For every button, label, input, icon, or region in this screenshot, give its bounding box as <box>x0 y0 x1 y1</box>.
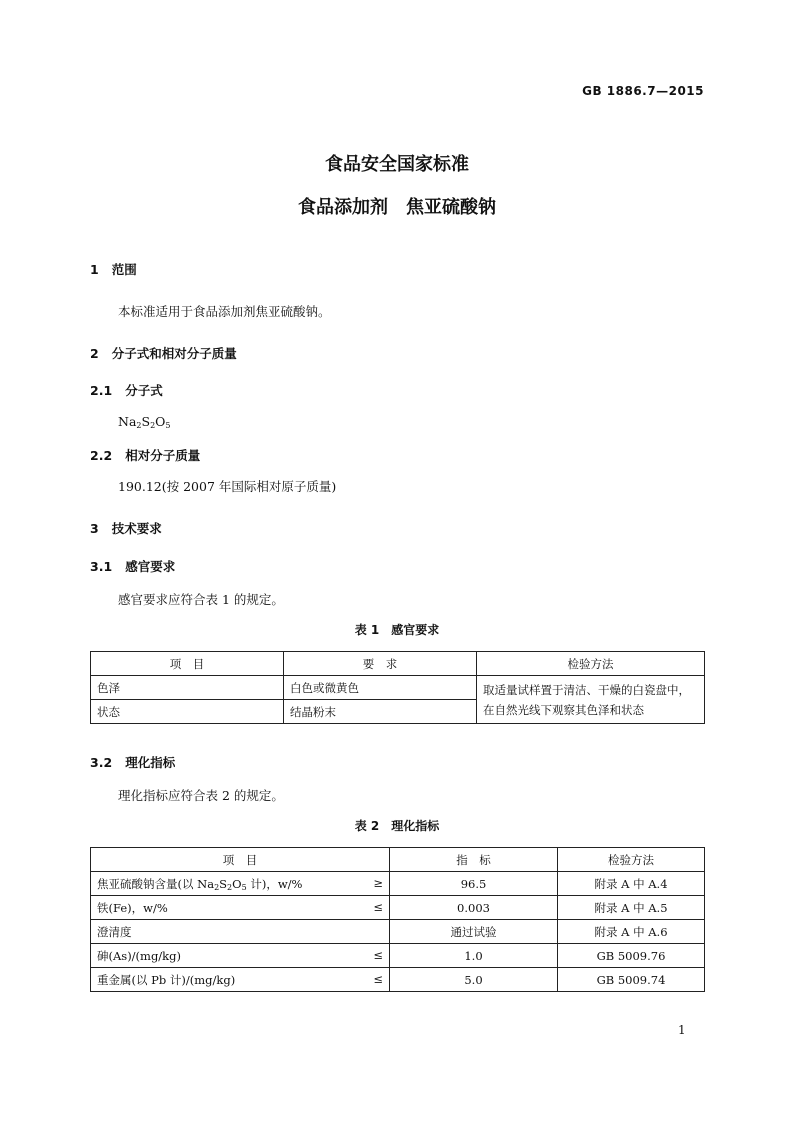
doc-subtitle: 食品添加剂 焦亚硫酸钠 <box>298 197 496 218</box>
table-cell: 澄清度 <box>91 920 390 944</box>
table-row <box>91 676 705 700</box>
table-header: 指 标 <box>390 848 558 872</box>
comparison-symbol: ≤ <box>373 947 383 962</box>
comparison-symbol: ≤ <box>373 971 383 986</box>
table-cell: 白色或微黄色 <box>284 676 477 700</box>
table-cell: 1.0 <box>390 944 558 968</box>
doc-title: 食品安全国家标准 <box>325 154 469 175</box>
section-3-2-text: 理化指标应符合表 2 的规定。 <box>118 788 284 803</box>
section-num: 3.2 <box>90 755 113 770</box>
table-row <box>91 872 705 896</box>
section-num: 2.2 <box>90 448 113 463</box>
section-title: 分子式和相对分子质量 <box>111 346 237 361</box>
table-cell: 附录 A 中 A.4 <box>558 872 705 896</box>
table-cell: 重金属(以 Pb 计)/(mg/kg) ≤ <box>91 968 390 992</box>
table-2 <box>90 847 705 992</box>
table-2-caption: 表 2 理化指标 <box>354 819 440 833</box>
table-cell: 通过试验 <box>390 920 558 944</box>
table-row <box>91 920 705 944</box>
section-3-2-heading <box>90 753 175 771</box>
table-cell: 取适量试样置于清洁、干燥的白瓷盘中，在自然光线下观察其色泽和状态 <box>477 676 705 724</box>
section-title: 相对分子质量 <box>125 448 201 463</box>
page-number: 1 <box>678 1023 686 1037</box>
section-title: 理化指标 <box>125 755 176 770</box>
section-num: 2 <box>90 346 99 361</box>
table-header: 要 求 <box>284 652 477 676</box>
section-2-2-text: 190.12(按 2007 年国际相对原子质量) <box>118 479 337 494</box>
table-cell: 96.5 <box>390 872 558 896</box>
table-header: 项 目 <box>91 848 390 872</box>
section-2-2-heading <box>90 446 200 464</box>
comparison-symbol: ≤ <box>373 899 383 914</box>
table-cell: GB 5009.74 <box>558 968 705 992</box>
molecular-formula: $Na_2S_2O_5$ <box>118 414 171 430</box>
table-1 <box>90 651 705 724</box>
section-num: 3.1 <box>90 559 113 574</box>
table-1-caption: 表 1 感官要求 <box>354 623 440 637</box>
table-cell: 结晶粉末 <box>284 700 477 724</box>
table-cell: GB 5009.76 <box>558 944 705 968</box>
section-title: 感官要求 <box>125 559 176 574</box>
table-cell: 0.003 <box>390 896 558 920</box>
table-header: 检验方法 <box>558 848 705 872</box>
table-cell: 铁(Fe)，w/% ≤ <box>91 896 390 920</box>
section-title: 范围 <box>111 262 137 277</box>
section-2-1-heading <box>90 381 163 399</box>
table-cell: 附录 A 中 A.5 <box>558 896 705 920</box>
table-header: 检验方法 <box>477 652 705 676</box>
table-cell: 5.0 <box>390 968 558 992</box>
section-title: 分子式 <box>125 383 163 398</box>
table-cell: 状态 <box>91 700 284 724</box>
table-cell: 附录 A 中 A.6 <box>558 920 705 944</box>
standard-code: GB 1886.7—2015 <box>582 84 704 98</box>
section-3-heading <box>90 519 162 537</box>
section-2-heading <box>90 344 237 362</box>
table-row <box>91 968 705 992</box>
comparison-symbol: ≥ <box>373 875 383 890</box>
section-num: 2.1 <box>90 383 113 398</box>
table-row <box>91 896 705 920</box>
section-num: 3 <box>90 521 99 536</box>
section-title: 技术要求 <box>111 521 162 536</box>
section-1-text: 本标准适用于食品添加剂焦亚硫酸钠。 <box>118 304 331 319</box>
table-cell: 砷(As)/(mg/kg) ≤ <box>91 944 390 968</box>
table-header: 项 目 <box>91 652 284 676</box>
table-cell: 焦亚硫酸钠含量(以 $Na_2S_2O_5$ 计)，w/% ≥ <box>91 872 390 896</box>
table-row <box>91 944 705 968</box>
section-3-1-heading <box>90 557 175 575</box>
section-1-heading <box>90 260 137 278</box>
section-num: 1 <box>90 262 99 277</box>
section-3-1-text: 感官要求应符合表 1 的规定。 <box>118 592 284 607</box>
table-cell: 色泽 <box>91 676 284 700</box>
